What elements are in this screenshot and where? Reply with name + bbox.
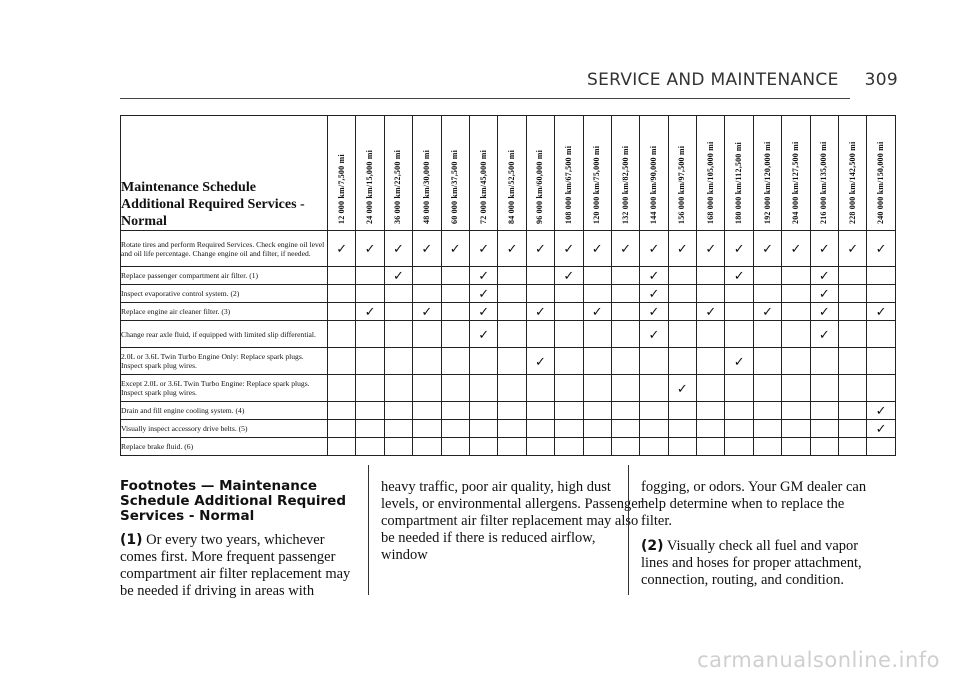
- footnote-column-3: [628, 465, 873, 595]
- empty-cell: [526, 375, 554, 402]
- section-title: SERVICE AND MAINTENANCE: [587, 70, 839, 90]
- interval-header: [697, 116, 725, 231]
- interval-header: [356, 116, 384, 231]
- check-mark-icon: ✓: [810, 285, 838, 303]
- empty-cell: [413, 375, 441, 402]
- empty-cell: [441, 375, 469, 402]
- check-mark-icon: ✓: [469, 267, 497, 285]
- watermark: carmanualsonline.info: [697, 648, 940, 672]
- check-mark-icon: ✓: [782, 231, 810, 267]
- empty-cell: [753, 438, 781, 456]
- empty-cell: [498, 420, 526, 438]
- empty-cell: [725, 303, 753, 321]
- interval-label: 24 000 km/15,000 mi: [365, 149, 375, 224]
- empty-cell: [611, 267, 639, 285]
- empty-cell: [356, 321, 384, 348]
- empty-cell: [498, 375, 526, 402]
- empty-cell: [328, 420, 356, 438]
- empty-cell: [697, 267, 725, 285]
- check-mark-icon: ✓: [583, 231, 611, 267]
- empty-cell: [526, 267, 554, 285]
- check-mark-icon: ✓: [498, 231, 526, 267]
- footnote-1-continued: heavy traffic, poor air quality, high dust levels, or environmental allergens. Passenger compartment air filter replacement may also be needed if there is reduced airflow, window: [381, 479, 643, 563]
- interval-label: 216 000 km/135,000 mi: [819, 141, 829, 224]
- interval-label: 84 000 km/52,500 mi: [507, 149, 517, 224]
- table-row: [121, 402, 896, 420]
- empty-cell: [441, 348, 469, 375]
- empty-cell: [839, 285, 867, 303]
- empty-cell: [753, 348, 781, 375]
- footnote-2-number: (2): [641, 538, 664, 554]
- interval-label: 180 000 km/112,500 mi: [734, 142, 744, 224]
- empty-cell: [725, 375, 753, 402]
- empty-cell: [611, 321, 639, 348]
- empty-cell: [498, 321, 526, 348]
- empty-cell: [526, 285, 554, 303]
- check-mark-icon: ✓: [640, 267, 668, 285]
- title-line-2: Additional Required Services -: [121, 197, 305, 212]
- empty-cell: [867, 438, 895, 456]
- title-line-1: Maintenance Schedule: [121, 180, 256, 195]
- interval-header: [753, 116, 781, 231]
- footnote-2: [641, 538, 873, 589]
- interval-header: [725, 116, 753, 231]
- empty-cell: [413, 267, 441, 285]
- empty-cell: [356, 402, 384, 420]
- empty-cell: [782, 420, 810, 438]
- empty-cell: [640, 420, 668, 438]
- interval-label: 228 000 km/142,500 mi: [847, 141, 857, 224]
- check-mark-icon: ✓: [526, 348, 554, 375]
- interval-label: 36 000 km/22,500 mi: [393, 149, 403, 224]
- empty-cell: [839, 375, 867, 402]
- interval-header: [328, 116, 356, 231]
- table-row: [121, 267, 896, 285]
- empty-cell: [469, 348, 497, 375]
- empty-cell: [668, 267, 696, 285]
- interval-header: [810, 116, 838, 231]
- empty-cell: [867, 321, 895, 348]
- interval-header: [839, 116, 867, 231]
- check-mark-icon: ✓: [810, 267, 838, 285]
- empty-cell: [839, 438, 867, 456]
- check-mark-icon: ✓: [810, 321, 838, 348]
- empty-cell: [611, 438, 639, 456]
- table-row: [121, 303, 896, 321]
- service-description: Rotate tires and perform Required Services. Check engine oil level and oil life percentage. Change engine oil and filter, if needed.: [121, 231, 328, 267]
- empty-cell: [782, 285, 810, 303]
- empty-cell: [469, 420, 497, 438]
- empty-cell: [413, 438, 441, 456]
- check-mark-icon: ✓: [640, 231, 668, 267]
- table-title: [121, 116, 328, 231]
- empty-cell: [668, 303, 696, 321]
- service-description: Inspect evaporative control system. (2): [121, 285, 328, 303]
- check-mark-icon: ✓: [555, 231, 583, 267]
- empty-cell: [384, 375, 412, 402]
- interval-label: 132 000 km/82,500 mi: [620, 145, 630, 224]
- empty-cell: [413, 420, 441, 438]
- empty-cell: [810, 348, 838, 375]
- table-row: [121, 285, 896, 303]
- empty-cell: [668, 420, 696, 438]
- empty-cell: [810, 375, 838, 402]
- check-mark-icon: ✓: [839, 231, 867, 267]
- empty-cell: [498, 267, 526, 285]
- title-line-3: Normal: [121, 214, 167, 229]
- empty-cell: [725, 321, 753, 348]
- check-mark-icon: ✓: [640, 321, 668, 348]
- service-description: 2.0L or 3.6L Twin Turbo Engine Only: Replace spark plugs. Inspect spark plug wires.: [121, 348, 328, 375]
- empty-cell: [810, 402, 838, 420]
- table-row: [121, 438, 896, 456]
- check-mark-icon: ✓: [469, 231, 497, 267]
- empty-cell: [753, 285, 781, 303]
- empty-cell: [583, 438, 611, 456]
- empty-cell: [867, 375, 895, 402]
- empty-cell: [839, 402, 867, 420]
- interval-header: [583, 116, 611, 231]
- empty-cell: [469, 375, 497, 402]
- empty-cell: [384, 438, 412, 456]
- footnote-column-1: [120, 465, 360, 600]
- empty-cell: [413, 402, 441, 420]
- empty-cell: [384, 420, 412, 438]
- check-mark-icon: ✓: [583, 303, 611, 321]
- empty-cell: [498, 303, 526, 321]
- interval-header: [782, 116, 810, 231]
- empty-cell: [328, 267, 356, 285]
- empty-cell: [328, 303, 356, 321]
- empty-cell: [782, 321, 810, 348]
- empty-cell: [753, 402, 781, 420]
- empty-cell: [555, 348, 583, 375]
- empty-cell: [782, 438, 810, 456]
- empty-cell: [526, 321, 554, 348]
- service-description: Change rear axle fluid, if equipped with limited slip differential.: [121, 321, 328, 348]
- empty-cell: [697, 420, 725, 438]
- empty-cell: [668, 402, 696, 420]
- empty-cell: [328, 321, 356, 348]
- check-mark-icon: ✓: [725, 267, 753, 285]
- service-description: Replace passenger compartment air filter. (1): [121, 267, 328, 285]
- check-mark-icon: ✓: [668, 231, 696, 267]
- empty-cell: [725, 438, 753, 456]
- empty-cell: [583, 375, 611, 402]
- empty-cell: [782, 303, 810, 321]
- check-mark-icon: ✓: [441, 231, 469, 267]
- service-description: Visually inspect accessory drive belts. (5): [121, 420, 328, 438]
- empty-cell: [413, 321, 441, 348]
- interval-label: 60 000 km/37,500 mi: [450, 149, 460, 224]
- interval-header-row: [121, 116, 896, 231]
- interval-header: [498, 116, 526, 231]
- footnote-column-2: [368, 465, 643, 595]
- empty-cell: [583, 267, 611, 285]
- empty-cell: [839, 420, 867, 438]
- empty-cell: [356, 438, 384, 456]
- table-row: [121, 420, 896, 438]
- check-mark-icon: ✓: [526, 231, 554, 267]
- check-mark-icon: ✓: [867, 402, 895, 420]
- interval-header: [640, 116, 668, 231]
- check-mark-icon: ✓: [697, 231, 725, 267]
- empty-cell: [697, 348, 725, 375]
- interval-header: [526, 116, 554, 231]
- footnote-1: [120, 532, 360, 600]
- check-mark-icon: ✓: [469, 321, 497, 348]
- service-description: Except 2.0L or 3.6L Twin Turbo Engine: Replace spark plugs. Inspect spark plug wires.: [121, 375, 328, 402]
- empty-cell: [583, 402, 611, 420]
- service-description: Replace engine air cleaner filter. (3): [121, 303, 328, 321]
- empty-cell: [328, 438, 356, 456]
- empty-cell: [611, 420, 639, 438]
- page-header: [587, 70, 898, 90]
- empty-cell: [782, 267, 810, 285]
- interval-label: 168 000 km/105,000 mi: [705, 141, 715, 224]
- check-mark-icon: ✓: [753, 303, 781, 321]
- empty-cell: [668, 285, 696, 303]
- empty-cell: [782, 348, 810, 375]
- footnote-2-text: Visually check all fuel and vapor lines and hoses for proper attachment, connection, routing, and condition.: [641, 538, 862, 588]
- interval-header: [441, 116, 469, 231]
- empty-cell: [328, 375, 356, 402]
- service-description: Drain and fill engine cooling system. (4): [121, 402, 328, 420]
- interval-label: 48 000 km/30,000 mi: [421, 149, 431, 224]
- header-divider: [120, 98, 850, 99]
- interval-label: 144 000 km/90,000 mi: [648, 145, 658, 224]
- check-mark-icon: ✓: [867, 420, 895, 438]
- empty-cell: [356, 348, 384, 375]
- empty-cell: [384, 321, 412, 348]
- interval-header: [867, 116, 895, 231]
- empty-cell: [725, 285, 753, 303]
- interval-label: 120 000 km/75,000 mi: [592, 145, 602, 224]
- check-mark-icon: ✓: [640, 303, 668, 321]
- footnote-1-number: (1): [120, 532, 143, 548]
- interval-header: [668, 116, 696, 231]
- service-description: Replace brake fluid. (6): [121, 438, 328, 456]
- empty-cell: [782, 402, 810, 420]
- empty-cell: [668, 438, 696, 456]
- empty-cell: [640, 402, 668, 420]
- empty-cell: [384, 285, 412, 303]
- check-mark-icon: ✓: [384, 231, 412, 267]
- empty-cell: [469, 402, 497, 420]
- empty-cell: [611, 303, 639, 321]
- empty-cell: [583, 285, 611, 303]
- empty-cell: [356, 285, 384, 303]
- empty-cell: [583, 348, 611, 375]
- empty-cell: [753, 267, 781, 285]
- empty-cell: [526, 402, 554, 420]
- empty-cell: [753, 420, 781, 438]
- footnote-1-end: fogging, or odors. Your GM dealer can help determine when to replace the filter.: [641, 479, 867, 529]
- table-row: [121, 375, 896, 402]
- empty-cell: [555, 321, 583, 348]
- table-row: [121, 231, 896, 267]
- check-mark-icon: ✓: [668, 375, 696, 402]
- empty-cell: [384, 402, 412, 420]
- empty-cell: [697, 321, 725, 348]
- empty-cell: [725, 402, 753, 420]
- interval-label: 192 000 km/120,000 mi: [762, 141, 772, 224]
- check-mark-icon: ✓: [356, 231, 384, 267]
- empty-cell: [441, 303, 469, 321]
- empty-cell: [640, 348, 668, 375]
- check-mark-icon: ✓: [810, 303, 838, 321]
- empty-cell: [839, 321, 867, 348]
- empty-cell: [640, 375, 668, 402]
- check-mark-icon: ✓: [469, 303, 497, 321]
- empty-cell: [697, 375, 725, 402]
- empty-cell: [611, 375, 639, 402]
- empty-cell: [611, 402, 639, 420]
- empty-cell: [583, 420, 611, 438]
- interval-header: [555, 116, 583, 231]
- interval-header: [384, 116, 412, 231]
- empty-cell: [583, 321, 611, 348]
- footnotes-heading: Footnotes — Maintenance Schedule Additional Required Services - Normal: [120, 478, 346, 524]
- check-mark-icon: ✓: [328, 231, 356, 267]
- empty-cell: [469, 438, 497, 456]
- empty-cell: [328, 402, 356, 420]
- empty-cell: [498, 402, 526, 420]
- empty-cell: [555, 285, 583, 303]
- empty-cell: [555, 303, 583, 321]
- interval-label: 108 000 km/67,500 mi: [563, 145, 573, 224]
- empty-cell: [441, 285, 469, 303]
- interval-label: 12 000 km/7,500 mi: [336, 154, 346, 224]
- check-mark-icon: ✓: [725, 231, 753, 267]
- check-mark-icon: ✓: [697, 303, 725, 321]
- empty-cell: [697, 402, 725, 420]
- check-mark-icon: ✓: [526, 303, 554, 321]
- empty-cell: [555, 402, 583, 420]
- empty-cell: [668, 348, 696, 375]
- empty-cell: [555, 438, 583, 456]
- empty-cell: [782, 375, 810, 402]
- check-mark-icon: ✓: [384, 267, 412, 285]
- interval-label: 72 000 km/45,000 mi: [478, 149, 488, 224]
- interval-header: [413, 116, 441, 231]
- interval-label: 204 000 km/127,500 mi: [790, 141, 800, 224]
- empty-cell: [441, 438, 469, 456]
- footnote-1-text: Or every two years, whichever comes first. More frequent passenger compartment air filter replacement may be needed if driving in areas with: [120, 532, 351, 599]
- empty-cell: [356, 375, 384, 402]
- empty-cell: [725, 420, 753, 438]
- empty-cell: [640, 438, 668, 456]
- empty-cell: [526, 438, 554, 456]
- empty-cell: [839, 303, 867, 321]
- empty-cell: [526, 420, 554, 438]
- check-mark-icon: ✓: [555, 267, 583, 285]
- empty-cell: [384, 303, 412, 321]
- empty-cell: [441, 321, 469, 348]
- empty-cell: [413, 348, 441, 375]
- empty-cell: [328, 348, 356, 375]
- check-mark-icon: ✓: [413, 303, 441, 321]
- check-mark-icon: ✓: [640, 285, 668, 303]
- empty-cell: [839, 267, 867, 285]
- empty-cell: [498, 285, 526, 303]
- maintenance-schedule-table: [120, 115, 896, 456]
- empty-cell: [810, 438, 838, 456]
- empty-cell: [441, 267, 469, 285]
- interval-label: 240 000 km/150,000 mi: [876, 141, 886, 224]
- interval-header: [469, 116, 497, 231]
- empty-cell: [413, 285, 441, 303]
- check-mark-icon: ✓: [867, 231, 895, 267]
- check-mark-icon: ✓: [725, 348, 753, 375]
- check-mark-icon: ✓: [753, 231, 781, 267]
- empty-cell: [356, 267, 384, 285]
- check-mark-icon: ✓: [611, 231, 639, 267]
- empty-cell: [441, 402, 469, 420]
- empty-cell: [867, 348, 895, 375]
- empty-cell: [498, 438, 526, 456]
- empty-cell: [441, 420, 469, 438]
- check-mark-icon: ✓: [867, 303, 895, 321]
- table-row: [121, 321, 896, 348]
- check-mark-icon: ✓: [413, 231, 441, 267]
- empty-cell: [384, 348, 412, 375]
- empty-cell: [498, 348, 526, 375]
- check-mark-icon: ✓: [469, 285, 497, 303]
- empty-cell: [697, 438, 725, 456]
- empty-cell: [356, 420, 384, 438]
- empty-cell: [839, 348, 867, 375]
- empty-cell: [668, 321, 696, 348]
- empty-cell: [867, 285, 895, 303]
- interval-label: 96 000 km/60,000 mi: [535, 149, 545, 224]
- empty-cell: [867, 267, 895, 285]
- interval-header: [611, 116, 639, 231]
- interval-label: 156 000 km/97,500 mi: [677, 145, 687, 224]
- check-mark-icon: ✓: [810, 231, 838, 267]
- empty-cell: [555, 375, 583, 402]
- empty-cell: [753, 321, 781, 348]
- page-number: 309: [864, 70, 898, 90]
- schedule-body: [121, 231, 896, 456]
- check-mark-icon: ✓: [356, 303, 384, 321]
- empty-cell: [810, 420, 838, 438]
- empty-cell: [697, 285, 725, 303]
- empty-cell: [753, 375, 781, 402]
- empty-cell: [555, 420, 583, 438]
- table-row: [121, 348, 896, 375]
- empty-cell: [328, 285, 356, 303]
- empty-cell: [611, 285, 639, 303]
- empty-cell: [611, 348, 639, 375]
